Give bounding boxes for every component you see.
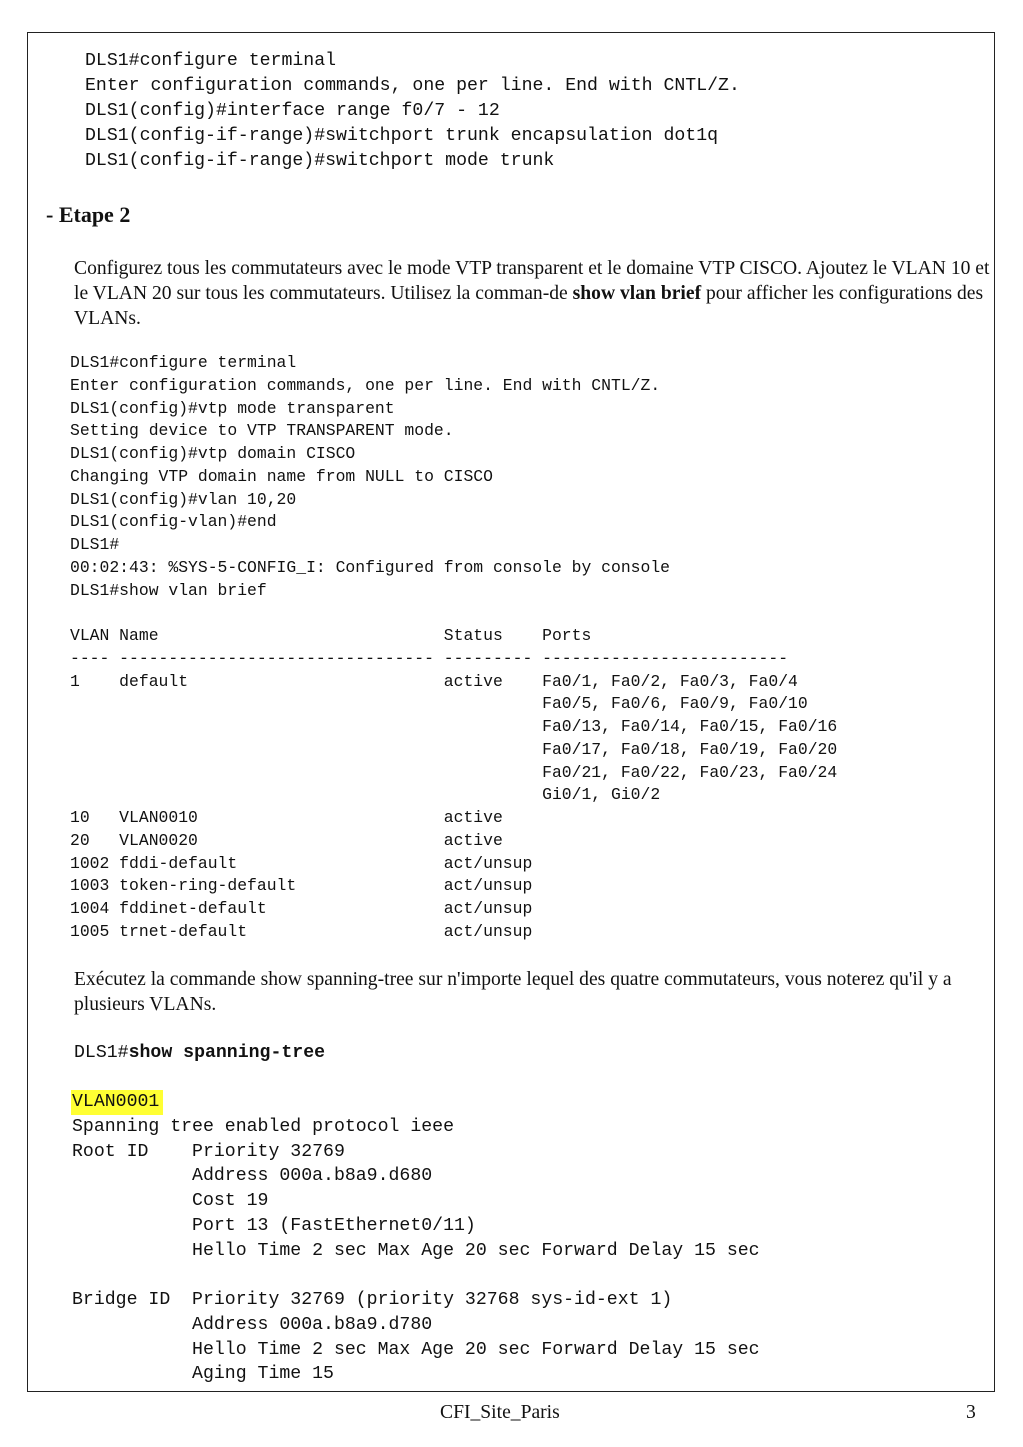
command-text: show spanning-tree (128, 1043, 326, 1063)
vlan-table-row: 20 VLAN0020 active (70, 830, 503, 850)
vlan-table-row: 10 VLAN0010 active (70, 808, 503, 827)
code-line: DLS1#configure terminal (85, 51, 337, 71)
code-line: Root ID Priority 32769 (72, 1141, 345, 1162)
instructions-command: show vlan brief (572, 283, 702, 304)
code-line: Aging Time 15 (72, 1364, 334, 1385)
code-line: DLS1(config)#interface range f0/7 - 12 (85, 101, 500, 121)
vlan-table-row: Fa0/13, Fa0/14, Fa0/15, Fa0/16 (70, 717, 838, 736)
code-line: DLS1(config)#vtp mode transparent (70, 398, 395, 418)
code-line: Hello Time 2 sec Max Age 20 sec Forward Delay 15 sec (72, 1339, 760, 1360)
spanning-tree-output (72, 1090, 760, 1387)
step-instructions (74, 256, 994, 331)
vlan-table-row: Fa0/21, Fa0/22, Fa0/23, Fa0/24 (70, 762, 838, 782)
command-prompt: DLS1# (74, 1043, 129, 1063)
code-line: DLS1(config-vlan)#end (70, 512, 277, 532)
code-line: Enter configuration commands, one per line. End with CNTL/Z. (70, 375, 661, 395)
footer-page-number: 3 (966, 1402, 976, 1423)
code-line: DLS1(config)#vtp domain CISCO (70, 444, 356, 463)
code-line: DLS1(config)#vlan 10,20 (70, 489, 297, 509)
instructions-text-end: pour afficher les configurations des VLANs. (74, 283, 984, 329)
vlan-table-row: Gi0/1, Gi0/2 (70, 785, 661, 805)
vlan-table-row: 1003 token-ring-default act/unsup (70, 876, 533, 896)
code-line: Setting device to VTP TRANSPARENT mode. (70, 421, 454, 441)
code-line: Bridge ID Priority 32769 (priority 32768 sys-id-ext 1) (72, 1290, 673, 1310)
code-line: DLS1(config-if-range)#switchport mode trunk (85, 151, 555, 171)
code-line: 00:02:43: %SYS-5-CONFIG_I: Configured from console by console (70, 557, 670, 577)
spanning-tree-instructions: Exécutez la commande show spanning-tree sur n'importe lequel des quatre commutateurs, vous noterez qu'il y a plusieurs VLANs. (74, 969, 952, 1015)
code-line: DLS1#configure terminal (70, 353, 297, 372)
code-line: DLS1#show vlan brief (70, 580, 267, 600)
code-line: Cost 19 (72, 1191, 269, 1211)
vlan-table-row: Fa0/17, Fa0/18, Fa0/19, Fa0/20 (70, 739, 838, 759)
footer-site-name: CFI_Site_Paris (440, 1402, 560, 1423)
code-line: Port 13 (FastEthernet0/11) (72, 1215, 476, 1236)
code-line: Spanning tree enabled protocol ieee (72, 1116, 454, 1137)
vlan-table-separator: ---- -------------------------------- --------- ------------------------- (70, 648, 789, 668)
vlan-table-row: 1002 fddi-default act/unsup (70, 853, 533, 873)
code-line: Changing VTP domain name from NULL to CISCO (70, 466, 493, 486)
code-line: Address 000a.b8a9.d680 (72, 1166, 433, 1187)
code-line: Enter configuration commands, one per line. End with CNTL/Z. (85, 76, 740, 96)
vlan-table-row: Fa0/5, Fa0/6, Fa0/9, Fa0/10 (70, 694, 808, 714)
spanning-tree-command (74, 1041, 325, 1066)
code-line: DLS1# (70, 535, 120, 554)
code-line: Address 000a.b8a9.d780 (72, 1314, 433, 1335)
vtp-config-code (70, 352, 837, 944)
vlan-table-header: VLAN Name Status Ports (70, 626, 592, 645)
config-trunk-code (85, 49, 740, 174)
code-line: Hello Time 2 sec Max Age 20 sec Forward Delay 15 sec (72, 1240, 760, 1261)
step-heading: - Etape 2 (46, 202, 131, 227)
vlan-table-row: 1004 fddinet-default act/unsup (70, 899, 533, 918)
instructions-text: Configurez tous les commutateurs avec le mode VTP transparent et le domaine VTP CISCO. Ajoutez le VLAN 10 et le VLAN 20 sur tous les commutateurs. Utilisez la comman-de (74, 258, 990, 304)
vlan-table-row: 1005 trnet-default act/unsup (70, 921, 533, 941)
highlighted-vlan: VLAN0001 (71, 1090, 163, 1115)
vlan-table-row: 1 default active Fa0/1, Fa0/2, Fa0/3, Fa0/4 (70, 671, 798, 691)
code-line: DLS1(config-if-range)#switchport trunk encapsulation dot1q (85, 126, 719, 146)
